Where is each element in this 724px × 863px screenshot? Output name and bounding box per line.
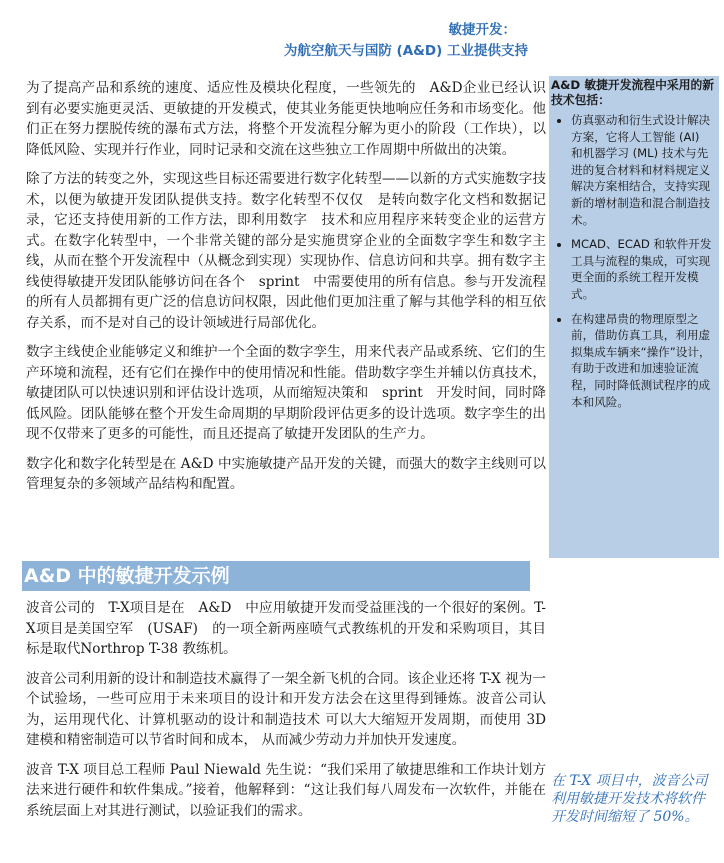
lower-paragraph: 波音公司利用新的设计和制造技术赢得了一架全新飞机的合同。该企业还将 T-X 视为一个试验场，一些可应用于未来项目的设计和开发方法会在这里得到锤炼。波音公司认为，运用现代化、计算机驱动的设计和制造技术 可以大大缩短开发周期，而使用 3D 建模和精密制造可以节省时间和成本， 从而减少劳动力并加快开发速度。 (26, 670, 546, 748)
sidebar-list-item: • 仿真驱动和衍生式设计解决方案，它将人工智能 (AI) 和机器学习 (ML) 技术与先进的复合材料和材料规定义解决方案相结合，支持实现新的增材制造和混合制造技术。 (571, 112, 713, 228)
main-paragraph: 数字主线使企业能够定义和维护一个全面的数字孪生，用来代表产品或系统、它们的生产环境和流程，还有它们在操作中的使用情况和性能。借助数字孪生并辅以仿真技术，敏捷团队可以快速识别和评估设计选项，从而缩短决策和 sprint 开发时间，同时降低风险。团队能够在整个开发生命周期的早期阶段评估更多的设计选项。数字孪生的出现不仅带来了更多的可能性，而且还提高了敏捷开发团队的生产力。 (26, 344, 546, 442)
pull-quote: 在 T-X 项目中，波音公司利用敏捷开发技术将软件开发时间缩短了 50%。 (551, 773, 708, 825)
main-paragraph: 数字化和数字化转型是在 A&D 中实施敏捷产品开发的关键，而强大的数字主线则可以管理复杂的多领域产品结构和配置。 (26, 455, 546, 492)
lower-paragraph: 波音 T-X 项目总工程师 Paul Niewald 先生说：“我们采用了敏捷思维和工作块计划方法来进行硬件和软件集成。”接着，他解释到：“这让我们每八周发布一次软件，并能在系统层面上对其进行测试，以验证我们的需求。 (26, 761, 546, 819)
main-paragraph: 为了提高产品和系统的速度、适应性及模块化程度，一些领先的 A&D企业已经认识到有必要实施更灵活、更敏捷的开发模式，使其业务能更快地响应任务和市场变化。他们正在努力摆脱传统的瀑布式方法，将整个开发流程分解为更小的阶段（工作块），以降低风险、实现并行作业，同时记录和交流在这些独立工作周期中所做出的决策。 (26, 80, 546, 158)
sidebar-list-item: • 在构建昂贵的物理原型之前，借助仿真工具，利用虚拟集成车辆来“操作”设计，有助于改进和加速验证流程，同时降低测试程序的成本和风险。 (571, 311, 713, 411)
sidebar-list-item: • MCAD、ECAD 和软件开发工具与流程的集成，可实现更全面的系统工程开发模式。 (571, 236, 713, 302)
lower-column (26, 598, 546, 830)
section-heading: A&D 中的敏捷开发示例 (24, 565, 230, 587)
sidebar-list (549, 112, 719, 410)
main-column (26, 78, 546, 504)
sidebar-title: A&D 敏捷开发流程中采用的新技术包括： (551, 78, 715, 107)
sidebar-box (549, 76, 719, 558)
page-header (284, 20, 528, 62)
header-subtitle: 为航空航天与国防 (A&D) 工业提供支持 (283, 43, 528, 59)
header-title: 敏捷开发： (448, 22, 516, 38)
main-paragraph: 除了方法的转变之外，实现这些目标还需要进行数字化转型——以新的方式实施数字技术，以便为敏捷开发团队提供支持。数字化转型不仅仅 是转向数字化文档和数据记录，它还支持使用新的工作方法，即利用数字 技术和应用程序来转变企业的运营方式。在数字化转型中，一个非常关键的部分是实施贯穿企业的全面数字孪生和数字主线，从而在整个开发流程中（从概念到实现）实现协作、信息访问和共享。拥有数字主线使得敏捷开发团队能够访问在各个 sprint 中需要使用的所有信息。参与开发流程的所有人员都拥有更广泛的信息访问权限，因此他们更加注重了解与其他学科的相互依存关系，而不是对自己的设计领域进行局部优化。 (26, 171, 546, 331)
lower-paragraph: 波音公司的 T-X项目是在 A&D 中应用敏捷开发而受益匪浅的一个很好的案例。T-X项目是美国空军 (USAF) 的一项全新两座喷气式教练机的开发和采购项目，其目标是取代Northrop T-38 教练机。 (26, 600, 546, 657)
